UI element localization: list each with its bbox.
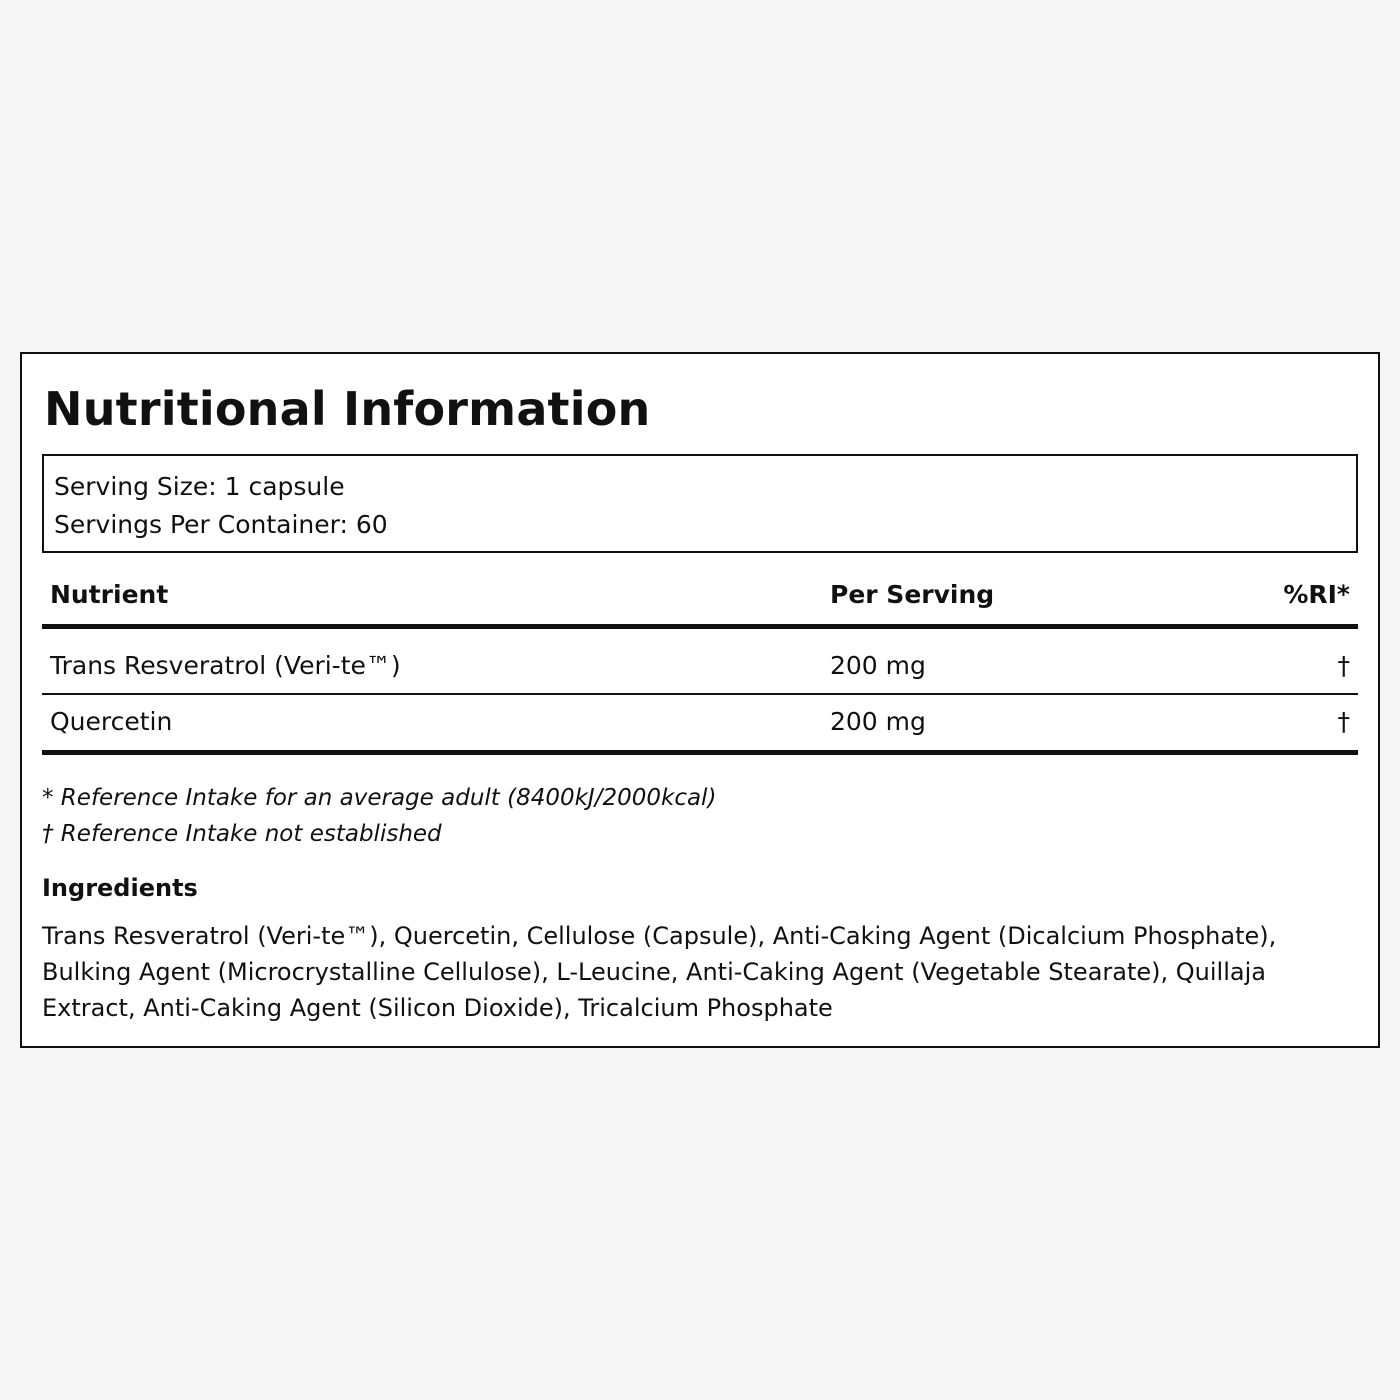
header-nutrient: Nutrient (50, 580, 169, 609)
nutrient-table (42, 572, 1358, 755)
serving-info-box (42, 454, 1358, 553)
label-title: Nutritional Information (44, 382, 651, 436)
footnotes (42, 780, 716, 852)
header-ri: %RI* (1283, 580, 1350, 609)
table-header-row (42, 572, 1358, 629)
nutrient-amount: 200 mg (830, 707, 926, 736)
header-per-serving: Per Serving (830, 580, 995, 609)
servings-per-container: Servings Per Container: 60 (54, 510, 388, 539)
nutrition-label (20, 352, 1380, 1048)
serving-size: Serving Size: 1 capsule (54, 472, 345, 501)
nutrient-ri: † (1337, 707, 1350, 736)
ingredients-heading: Ingredients (42, 874, 198, 902)
ingredients-list: Trans Resveratrol (Veri-te™), Quercetin, Cellulose (Capsule), Anti-Caking Agent (Dicalcium Phosphate), Bulking Agent (Microcrystalline Cellulose), L-Leucine, Anti-Caking Agent (Vegetable Stearate), Quillaja Extract, Anti-Caking Agent (Silicon Dioxide), Tricalcium Phosphate (42, 922, 1277, 1022)
nutrient-name: Trans Resveratrol (Veri-te™) (50, 651, 401, 680)
nutrient-amount: 200 mg (830, 651, 926, 680)
footnote-not-established: † Reference Intake not established (42, 821, 442, 847)
footnote-reference-intake: * Reference Intake for an average adult (8400kJ/2000kcal) (42, 785, 717, 811)
table-row (42, 695, 1358, 755)
nutrient-ri: † (1337, 651, 1350, 680)
nutrient-name: Quercetin (50, 707, 173, 736)
table-row (42, 629, 1358, 695)
